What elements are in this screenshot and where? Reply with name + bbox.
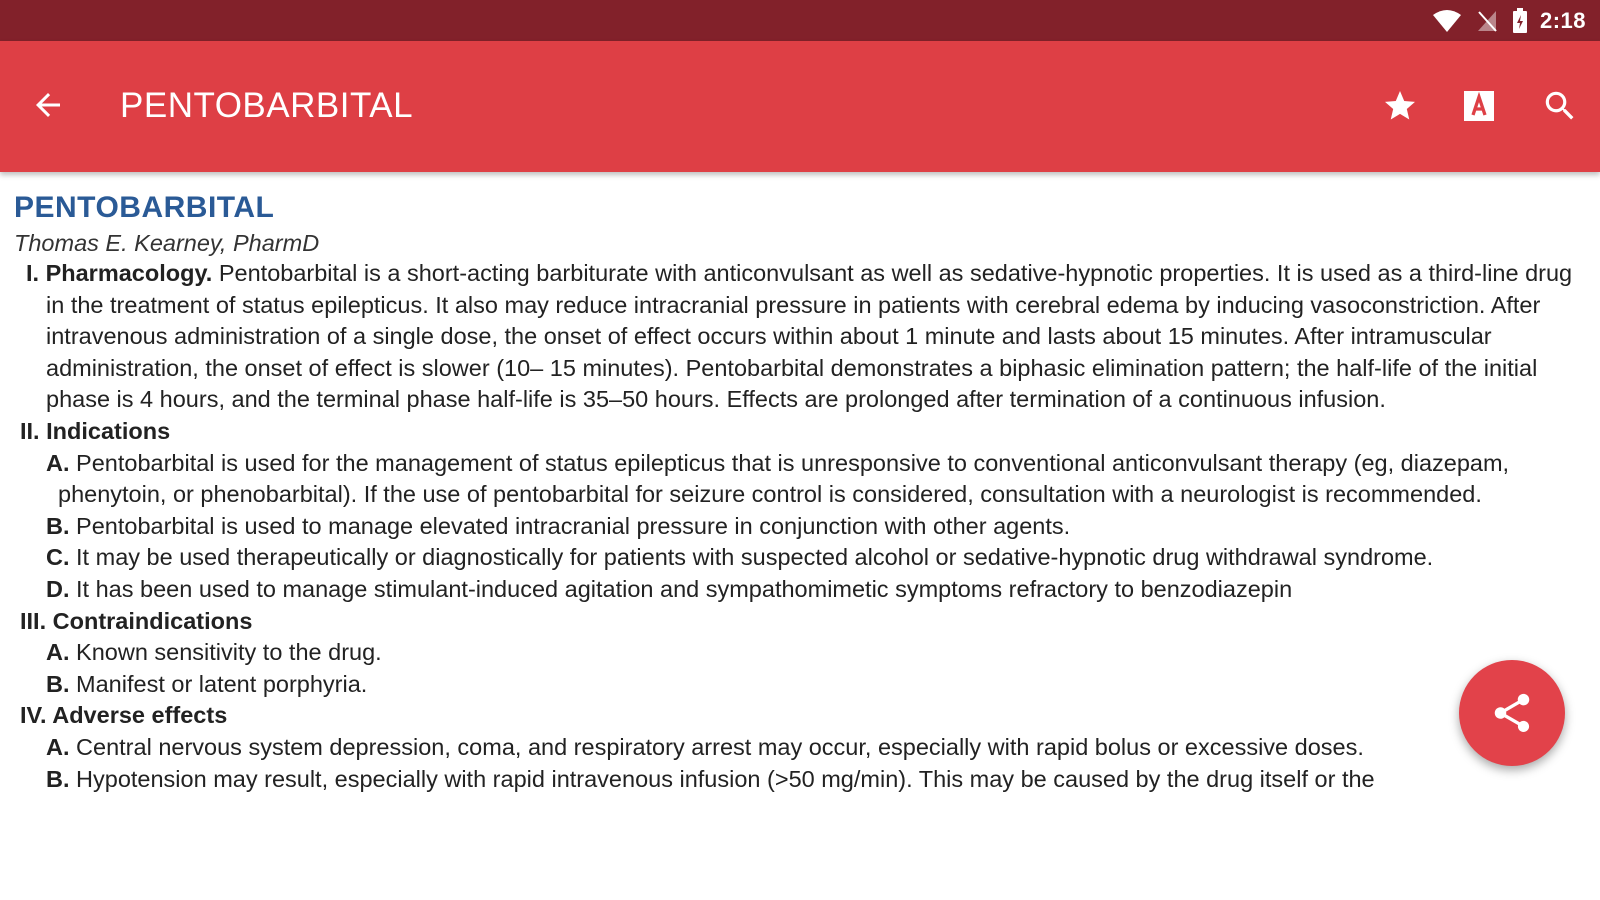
article-content <box>0 172 1600 900</box>
article-title: PENTOBARBITAL <box>14 191 275 224</box>
item-label: A. <box>46 639 70 666</box>
search-icon <box>1541 87 1579 125</box>
arrow-back-icon <box>30 87 66 123</box>
list-item <box>20 542 1586 574</box>
item-label: B. <box>46 765 70 792</box>
item-text: Manifest or latent porphyria. <box>69 670 368 697</box>
item-label: B. <box>46 512 70 539</box>
item-label: A. <box>46 733 70 760</box>
list-item <box>20 511 1586 543</box>
list-item <box>20 669 1586 701</box>
article-author: Thomas E. Kearney, PharmD <box>14 230 320 256</box>
item-text: Hypotension may result, especially with rapid intravenous infusion (>50 mg/min). This may be caused by the drug itself or the <box>69 765 1375 792</box>
list-item <box>20 732 1586 764</box>
back-button[interactable] <box>22 79 74 131</box>
share-icon <box>1489 690 1535 736</box>
item-text: Pentobarbital is used for the management of status epilepticus that is unresponsive to conventional anticonvulsant therapy (eg, diazepam, phenytoin, or phenobarbital). If the use of pentobarbital for seizure control is considered, consultation with a neurologist is recommended. <box>58 449 1510 508</box>
section-adverse-effects <box>14 700 1586 795</box>
page-title: PENTOBARBITAL <box>120 86 414 125</box>
status-time: 2:18 <box>1539 7 1586 33</box>
section-heading: I. Pharmacology. <box>26 260 213 286</box>
item-text: Known sensitivity to the drug. <box>69 639 382 666</box>
section-heading: III. Contraindications <box>20 607 253 634</box>
item-text: Pentobarbital is used to manage elevated intracranial pressure in conjunction with other agents. <box>69 512 1071 539</box>
section-text: Pentobarbital is a short-acting barbiturate with anticonvulsant as well as sedative-hypnotic properties. It is used as a third-line drug in the treatment of status epilepticus. It also may reduce intracranial pressure in patients with cerebral edema by inducing vasoconstriction. After intravenous administration of a single dose, the onset of effect occurs within about 1 minute and lasts about 15 minutes. After intramuscular administration, the onset of effect is slower (10– 15 minutes). Pentobarbital demonstrates a biphasic elimination pattern; the half-life of the initial phase is 4 hours, and the terminal phase half-life is 35–50 hours. Effects are prolonged after termination of a continuous infusion. <box>46 260 1573 413</box>
item-label: C. <box>46 544 70 571</box>
wifi-icon <box>1432 9 1462 33</box>
item-text: It may be used therapeutically or diagnostically for patients with suspected alcohol or sedative-hypnotic drug withdrawal syndrome. <box>69 544 1434 571</box>
share-button[interactable] <box>1459 660 1565 766</box>
item-text: It has been used to manage stimulant-induced agitation and sympathomimetic symptoms refractory to benzodiazepin <box>69 575 1293 602</box>
font-size-icon <box>1461 88 1497 124</box>
list-item <box>20 448 1586 511</box>
section-pharmacology <box>14 258 1586 416</box>
app-bar <box>0 41 1600 172</box>
signal-icon <box>1476 9 1498 33</box>
list-item <box>20 764 1586 796</box>
star-icon <box>1382 88 1418 124</box>
item-text: Central nervous system depression, coma, and respiratory arrest may occur, especially with rapid bolus or excessive doses. <box>69 733 1364 760</box>
pharmacology-paragraph <box>20 258 1586 416</box>
font-size-button[interactable] <box>1452 79 1506 133</box>
section-heading: II. Indications <box>20 417 171 444</box>
section-indications <box>14 416 1586 606</box>
item-label: B. <box>46 670 70 697</box>
section-contraindications <box>14 606 1586 701</box>
favorite-button[interactable] <box>1373 79 1427 133</box>
status-bar <box>0 0 1600 41</box>
list-item <box>20 637 1586 669</box>
item-label: D. <box>46 575 70 602</box>
battery-icon <box>1512 8 1528 34</box>
list-item <box>20 574 1586 606</box>
item-label: A. <box>46 449 70 476</box>
search-button[interactable] <box>1533 79 1587 133</box>
section-heading: IV. Adverse effects <box>20 702 228 729</box>
